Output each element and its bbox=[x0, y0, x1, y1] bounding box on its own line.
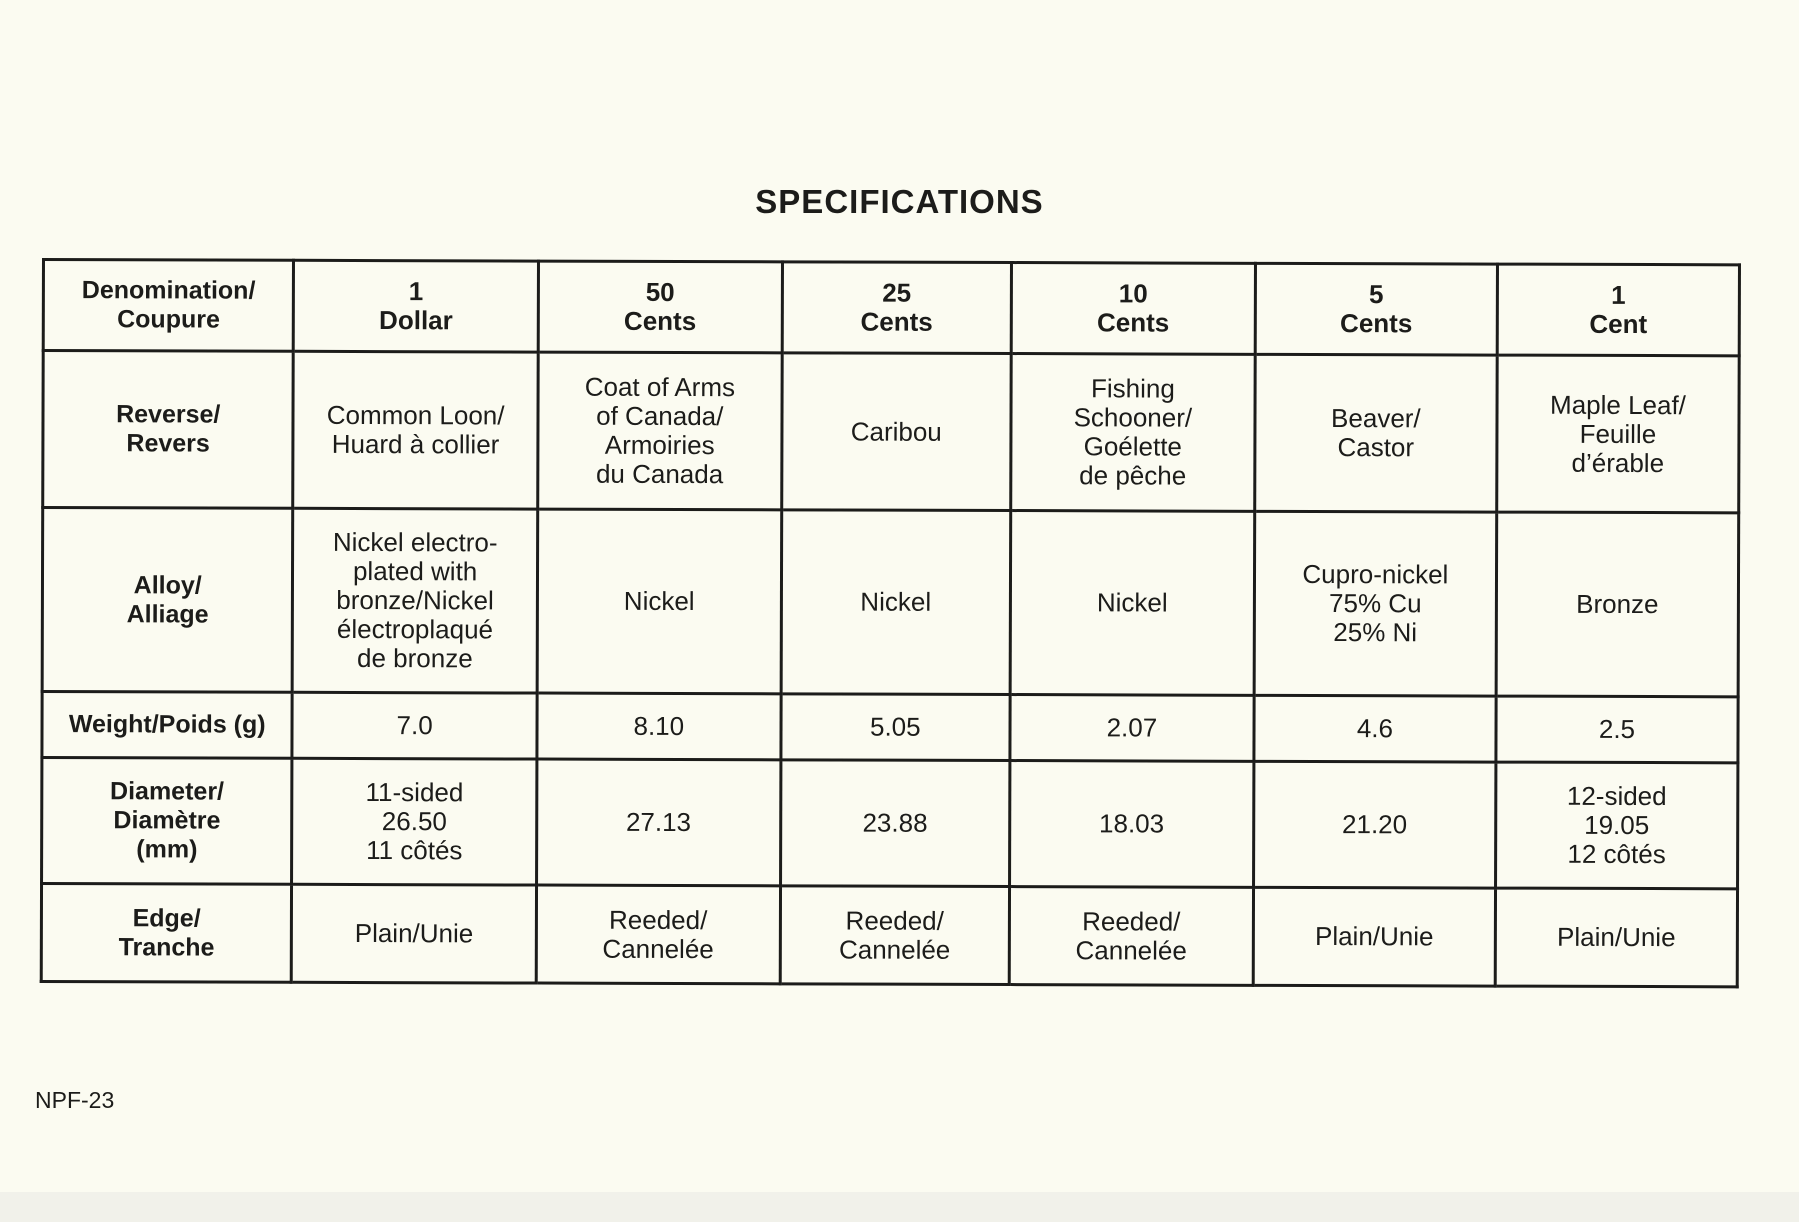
table-cell bbox=[292, 758, 537, 885]
column-header-line: Cents bbox=[623, 305, 697, 337]
cell-line: Reeded/ bbox=[609, 904, 708, 935]
table-header-row bbox=[43, 260, 1739, 356]
cell-line: Cupro-nickel bbox=[1302, 558, 1449, 590]
column-header-1-cent bbox=[1497, 264, 1739, 356]
cell-line: Huard à collier bbox=[331, 428, 500, 460]
document-code: NPF-23 bbox=[35, 1087, 115, 1113]
cell-line: Castor bbox=[1337, 432, 1415, 463]
table-cell bbox=[537, 693, 781, 760]
column-header-1-dollar bbox=[294, 260, 539, 352]
cell-line: 7.0 bbox=[396, 710, 433, 741]
table-cell bbox=[1009, 887, 1253, 986]
cell-line: de pêche bbox=[1079, 460, 1187, 491]
header-label-cell bbox=[43, 260, 294, 352]
row-label-edge bbox=[41, 884, 292, 983]
cell-line: 23.88 bbox=[862, 807, 928, 838]
table-cell bbox=[1495, 762, 1737, 889]
specifications-table bbox=[40, 258, 1741, 988]
column-header-line: 50 bbox=[645, 276, 675, 307]
row-label-line: Revers bbox=[126, 429, 210, 458]
cell-line: Maple Leaf/ bbox=[1550, 389, 1686, 420]
column-header-line: 1 bbox=[408, 276, 424, 307]
row-label-line: (mm) bbox=[136, 835, 198, 864]
table-row-edge bbox=[41, 884, 1737, 987]
table-cell bbox=[1495, 888, 1737, 987]
row-label-line: Diamètre bbox=[113, 806, 221, 835]
header-label-line: Denomination/ bbox=[81, 276, 256, 305]
table-cell bbox=[538, 352, 782, 510]
cell-line: Plain/Unie bbox=[354, 917, 474, 949]
table-cell bbox=[292, 884, 537, 983]
column-header-line: 25 bbox=[882, 277, 912, 308]
cell-line: Nickel bbox=[860, 586, 932, 617]
cell-line: 21.20 bbox=[1342, 809, 1408, 840]
table-cell bbox=[781, 694, 1010, 761]
row-label-line: Alloy/ bbox=[133, 570, 202, 600]
column-header-25-cents bbox=[782, 262, 1011, 354]
row-label-line: Diameter/ bbox=[110, 777, 225, 806]
cell-line: Cannelée bbox=[1075, 934, 1187, 966]
cell-line: 11-sided bbox=[365, 777, 464, 808]
table-cell bbox=[293, 508, 538, 693]
row-label-line: Edge/ bbox=[132, 903, 201, 933]
table-cell bbox=[1009, 761, 1253, 888]
table-row-reverse bbox=[43, 351, 1739, 513]
cell-line: 75% Cu bbox=[1329, 588, 1422, 619]
table-row-weight bbox=[42, 692, 1738, 763]
cell-line: Bronze bbox=[1576, 588, 1659, 620]
table-cell bbox=[537, 509, 782, 694]
column-header-line: Dollar bbox=[379, 305, 453, 336]
table-cell bbox=[536, 759, 780, 886]
cell-line: bronze/Nickel bbox=[336, 584, 494, 616]
cell-line: Reeded/ bbox=[1082, 905, 1181, 937]
table-cell bbox=[1496, 696, 1738, 763]
cell-line: Reeded/ bbox=[845, 905, 944, 936]
header-label-line: Coupure bbox=[117, 305, 220, 334]
column-header-line: 1 bbox=[1611, 279, 1626, 310]
cell-line: 4.6 bbox=[1356, 713, 1394, 744]
table-cell bbox=[1497, 355, 1740, 513]
cell-line: 2.5 bbox=[1598, 713, 1636, 745]
row-label-weight bbox=[42, 692, 293, 759]
row-label-line: Reverse/ bbox=[116, 400, 221, 429]
table-cell bbox=[1010, 695, 1254, 762]
cell-line: plated with bbox=[352, 555, 478, 587]
column-header-line: 5 bbox=[1369, 279, 1384, 310]
row-label-diameter bbox=[42, 758, 293, 885]
table-cell bbox=[1254, 695, 1496, 762]
table-cell bbox=[780, 886, 1009, 985]
table-cell bbox=[536, 885, 780, 984]
cell-line: Beaver/ bbox=[1331, 403, 1421, 434]
table-row-diameter bbox=[42, 758, 1738, 889]
table-cell bbox=[1254, 511, 1497, 696]
cell-line: Cannelée bbox=[838, 934, 951, 965]
cell-line: Feuille bbox=[1579, 418, 1657, 449]
table-cell bbox=[780, 760, 1009, 887]
table-cell bbox=[1011, 354, 1256, 512]
row-label-line: Alliage bbox=[126, 599, 209, 629]
page-title: SPECIFICATIONS bbox=[755, 183, 1044, 220]
table-cell bbox=[292, 692, 537, 759]
column-header-10-cents bbox=[1011, 263, 1255, 355]
column-header-line: 10 bbox=[1118, 278, 1148, 309]
table-cell bbox=[1253, 887, 1495, 986]
cell-line: 19.05 bbox=[1584, 809, 1650, 841]
cell-line: 26.50 bbox=[381, 806, 447, 837]
cell-line: Nickel electro- bbox=[332, 526, 498, 558]
row-label-reverse bbox=[43, 351, 294, 509]
cell-line: 12-sided bbox=[1566, 780, 1667, 812]
cell-line: 12 côtés bbox=[1567, 838, 1666, 870]
table-row-alloy bbox=[42, 508, 1739, 697]
table-cell bbox=[1010, 511, 1255, 696]
cell-line: 18.03 bbox=[1099, 808, 1165, 839]
cell-line: 5.05 bbox=[869, 711, 921, 742]
cell-line: Goélette bbox=[1083, 431, 1182, 462]
cell-line: 11 côtés bbox=[366, 835, 463, 866]
row-label-line: Tranche bbox=[118, 932, 215, 962]
row-label-line: Weight/Poids (g) bbox=[68, 710, 266, 739]
cell-line: Nickel bbox=[623, 585, 695, 617]
cell-line: 27.13 bbox=[625, 806, 692, 838]
table-cell bbox=[293, 351, 538, 509]
cell-line: électroplaqué bbox=[336, 613, 494, 645]
column-header-line: Cents bbox=[1340, 308, 1413, 339]
cell-line: 8.10 bbox=[633, 710, 685, 742]
row-label-alloy bbox=[42, 508, 293, 693]
cell-line: Fishing bbox=[1091, 373, 1175, 404]
table-cell bbox=[781, 353, 1011, 511]
cell-line: Plain/Unie bbox=[1314, 921, 1434, 952]
table-cell bbox=[1255, 354, 1498, 512]
column-header-5-cents bbox=[1255, 263, 1497, 355]
cell-line: du Canada bbox=[595, 458, 724, 490]
column-header-50-cents bbox=[538, 261, 782, 353]
cell-line: 2.07 bbox=[1106, 712, 1158, 743]
cell-line: d’érable bbox=[1571, 447, 1665, 478]
cell-line: Armoiries bbox=[604, 429, 715, 461]
cell-line: de bronze bbox=[356, 642, 473, 674]
cell-line: of Canada/ bbox=[596, 400, 724, 432]
cell-line: Common Loon/ bbox=[326, 399, 505, 431]
column-header-line: Cent bbox=[1589, 308, 1648, 340]
table-cell bbox=[1253, 761, 1495, 888]
column-header-line: Cents bbox=[860, 306, 933, 337]
cell-line: Plain/Unie bbox=[1557, 921, 1676, 953]
cell-line: 25% Ni bbox=[1333, 617, 1418, 648]
column-header-line: Cents bbox=[1096, 307, 1170, 338]
cell-line: Schooner/ bbox=[1073, 402, 1193, 433]
table-cell bbox=[1496, 512, 1739, 697]
cell-line: Coat of Arms bbox=[584, 371, 736, 403]
table-cell bbox=[781, 510, 1011, 695]
cell-line: Nickel bbox=[1096, 587, 1168, 618]
cell-line: Caribou bbox=[850, 416, 942, 447]
scan-edge bbox=[0, 1192, 1799, 1222]
cell-line: Cannelée bbox=[602, 933, 714, 964]
